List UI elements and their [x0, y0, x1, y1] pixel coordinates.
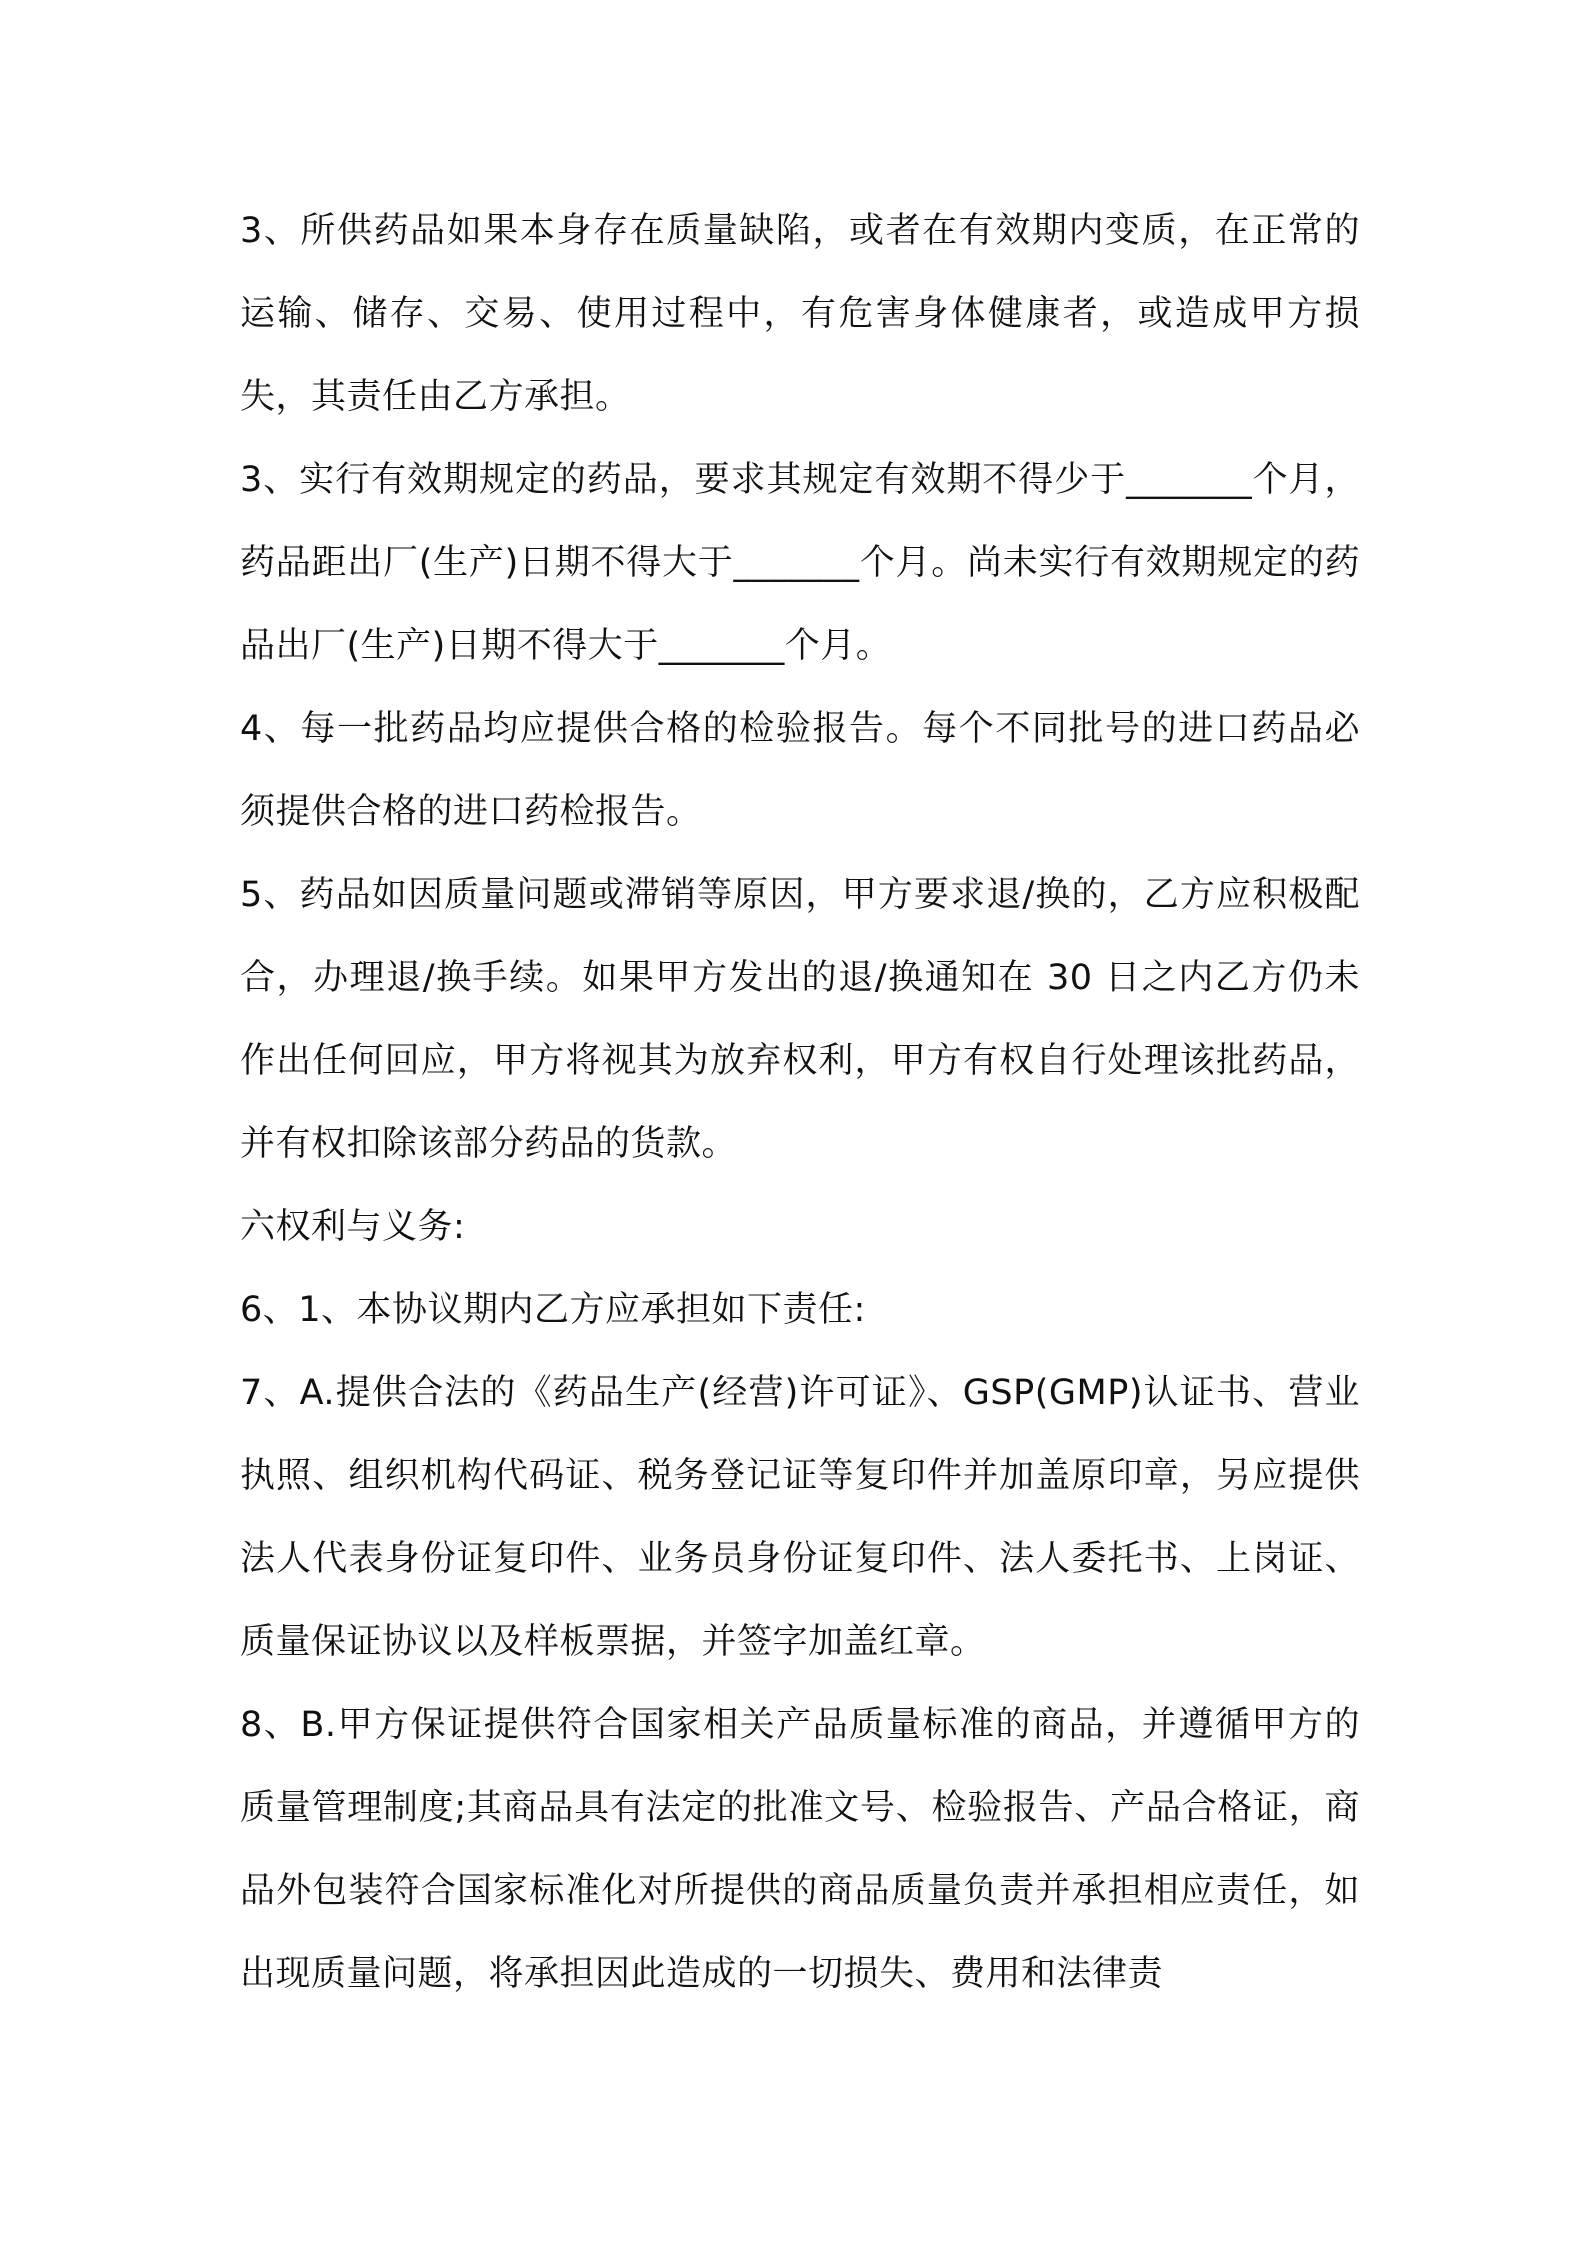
paragraph-quality-standards: 8、B.甲方保证提供符合国家相关产品质量标准的商品，并遵循甲方的质量管理制度;其商品具有法定的批准文号、检验报告、产品合格证，商品外包装符合国家标准化对所提供的商品质量负责并承担相应责任，如出现质量问题，将承担因此造成的一切损失、费用和法律责	[240, 1705, 1360, 1994]
paragraph-inspection-reports: 4、每一批药品均应提供合格的检验报告。每个不同批号的进口药品必须提供合格的进口药检报告。	[240, 709, 1360, 832]
paragraph-legal-documents: 7、A.提供合法的《药品生产(经营)许可证》、GSP(GMP)认证书、营业执照、组织机构代码证、税务登记证等复印件并加盖原印章，另应提供法人代表身份证复印件、业务员身份证复印件、法人委托书、上岗证、质量保证协议以及样板票据，并签字加盖红章。	[240, 1373, 1360, 1662]
document-body	[240, 190, 1360, 2016]
paragraph-expiry-requirements: 3、实行有效期规定的药品，要求其规定有效期不得少于_______个月，药品距出厂(生产)日期不得大于_______个月。尚未实行有效期规定的药品出厂(生产)日期不得大于_______个月。	[240, 460, 1360, 666]
section-heading-rights-obligations: 六权利与义务:	[240, 1207, 466, 1247]
paragraph-party-b-responsibilities: 6、1、本协议期内乙方应承担如下责任:	[240, 1290, 866, 1330]
paragraph-return-exchange: 5、药品如因质量问题或滞销等原因，甲方要求退/换的，乙方应积极配合，办理退/换手续。如果甲方发出的退/换通知在 30 日之内乙方仍未作出任何回应，甲方将视其为放弃权利，甲方有权自行处理该批药品，并有权扣除该部分药品的货款。	[240, 875, 1360, 1164]
paragraph-quality-defect-liability: 3、所供药品如果本身存在质量缺陷，或者在有效期内变质，在正常的运输、储存、交易、使用过程中，有危害身体健康者，或造成甲方损失，其责任由乙方承担。	[240, 211, 1360, 417]
